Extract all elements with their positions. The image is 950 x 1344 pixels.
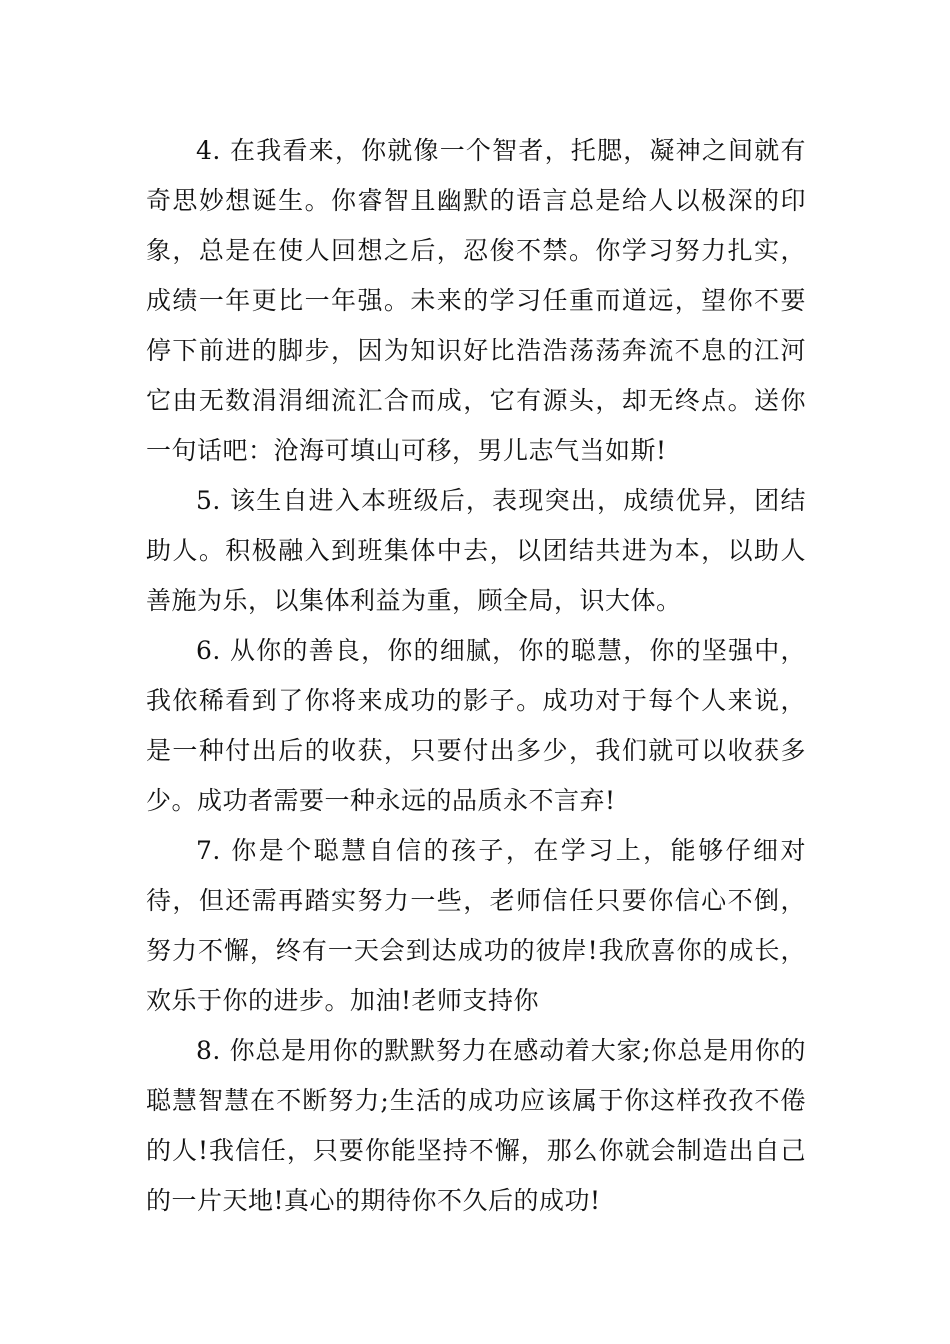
paragraph-4: 4. 在我看来，你就像一个智者，托腮，凝神之间就有奇思妙想诞生。你睿智且幽默的语言总是给人以极深的印象，总是在使人回想之后，忍俊不禁。你学习努力扎实，成绩一年更比一年强。未来的学习任重而道远，望你不要停下前进的脚步，因为知识好比浩浩荡荡奔流不息的江河它由无数涓涓细流汇合而成，它有源头，却无终点。送你一句话吧：沧海可填山可移，男儿志气当如斯! xyxy=(146,136,806,465)
paragraph-8: 8. 你总是用你的默默努力在感动着大家;你总是用你的聪慧智慧在不断努力;生活的成功应该属于你这样孜孜不倦的人!我信任，只要你能坚持不懈，那么你就会制造出自己的一片天地!真心的期待你不久后的成功! xyxy=(146,1036,806,1215)
paragraph-6: 6. 从你的善良，你的细腻，你的聪慧，你的坚强中，我依稀看到了你将来成功的影子。成功对于每个人来说，是一种付出后的收获，只要付出多少，我们就可以收获多少。成功者需要一种永远的品质永不言弃! xyxy=(146,636,806,815)
paragraph-7: 7. 你是个聪慧自信的孩子，在学习上，能够仔细对待，但还需再踏实努力一些，老师信任只要你信心不倒，努力不懈，终有一天会到达成功的彼岸!我欣喜你的成长，欢乐于你的进步。加油!老师支持你 xyxy=(146,836,806,1015)
document-body xyxy=(146,126,806,1226)
paragraph-5: 5. 该生自进入本班级后，表现突出，成绩优异，团结助人。积极融入到班集体中去，以团结共进为本，以助人善施为乐，以集体利益为重，顾全局，识大体。 xyxy=(146,486,806,615)
